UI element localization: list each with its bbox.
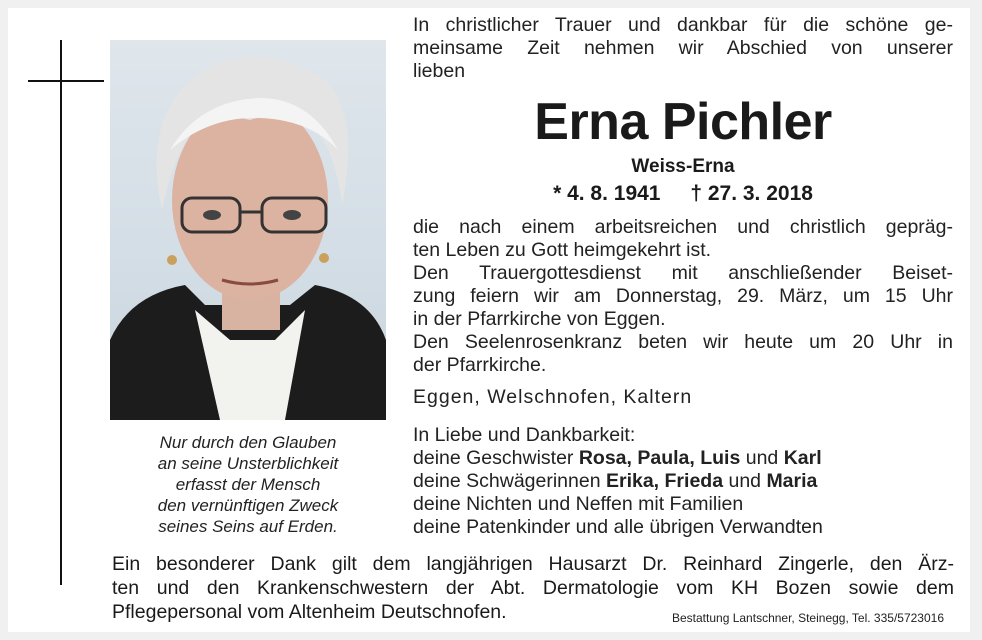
mourners-sisters-in-law: deine Schwägerinnen Erika, Frieda und Maria: [413, 470, 818, 492]
body-line: Den Trauergottesdienst mit anschließender Beiset-: [413, 262, 953, 284]
portrait-photo: [110, 40, 386, 420]
thanks-line: ten und den Krankenschwestern der Abt. Dermatologie vom KH Bozen sowie dem: [112, 577, 954, 599]
quote-line: an seine Unsterblichkeit: [157, 454, 339, 473]
mourners-nieces: deine Nichten und Neffen mit Familien: [413, 493, 744, 515]
body-text: [413, 216, 953, 377]
deceased-nickname: Weiss-Erna: [631, 156, 735, 177]
undertaker-info: Bestattung Lantschner, Steinegg, Tel. 335/5723016: [672, 611, 944, 625]
birth-date: * 4. 8. 1941: [553, 182, 661, 205]
mourners-godchildren: deine Patenkinder und alle übrigen Verwandten: [413, 516, 823, 538]
cross-icon: [60, 40, 62, 585]
intro-line: meinsame Zeit nehmen wir Abschied von unserer: [413, 37, 953, 59]
mourners-siblings: deine Geschwister Rosa, Paula, Luis und Karl: [413, 447, 822, 469]
death-date: † 27. 3. 2018: [690, 182, 813, 205]
body-line: Den Seelenrosenkranz beten wir heute um 20 Uhr in: [413, 331, 953, 353]
intro-line: lieben: [413, 60, 466, 82]
thanks-line: Pflegepersonal vom Altenheim Deutschnofen.: [112, 601, 507, 623]
sibling-names: Rosa, Paula, Luis: [578, 447, 741, 469]
quote-line: erfasst der Mensch: [175, 475, 321, 494]
body-line: der Pfarrkirche.: [413, 354, 547, 376]
quote: [110, 432, 386, 537]
sibling-name: Karl: [783, 447, 822, 469]
deceased-name: Erna Pichler: [534, 93, 832, 151]
body-line: die nach einem arbeitsreichen und christlich gepräg-: [413, 216, 953, 238]
quote-line: den vernünftigen Zweck: [157, 496, 339, 515]
quote-line: seines Seins auf Erden.: [158, 517, 338, 536]
body-line: ten Leben zu Gott heimgekehrt ist.: [413, 239, 712, 261]
mourners-intro: In Liebe und Dankbarkeit:: [413, 424, 636, 446]
body-line: in der Pfarrkirche von Eggen.: [413, 308, 666, 330]
obituary-notice: [8, 8, 970, 632]
sister-in-law-names: Erika, Frieda: [605, 470, 724, 492]
intro-line: In christlicher Trauer und dankbar für die schöne ge-: [413, 14, 953, 36]
thanks-line: Ein besonderer Dank gilt dem langjährigen Hausarzt Dr. Reinhard Zingerle, den Ärz-: [112, 553, 954, 575]
quote-line: Nur durch den Glauben: [159, 433, 337, 452]
places: Eggen, Welschnofen, Kaltern: [413, 386, 693, 408]
life-dates: [413, 182, 953, 206]
body-line: zung feiern wir am Donnerstag, 29. März, um 15 Uhr: [413, 285, 953, 307]
cross-icon-bar: [28, 80, 104, 82]
sister-in-law-name: Maria: [766, 470, 818, 492]
intro-text: [413, 14, 953, 83]
mourners: [413, 424, 953, 539]
